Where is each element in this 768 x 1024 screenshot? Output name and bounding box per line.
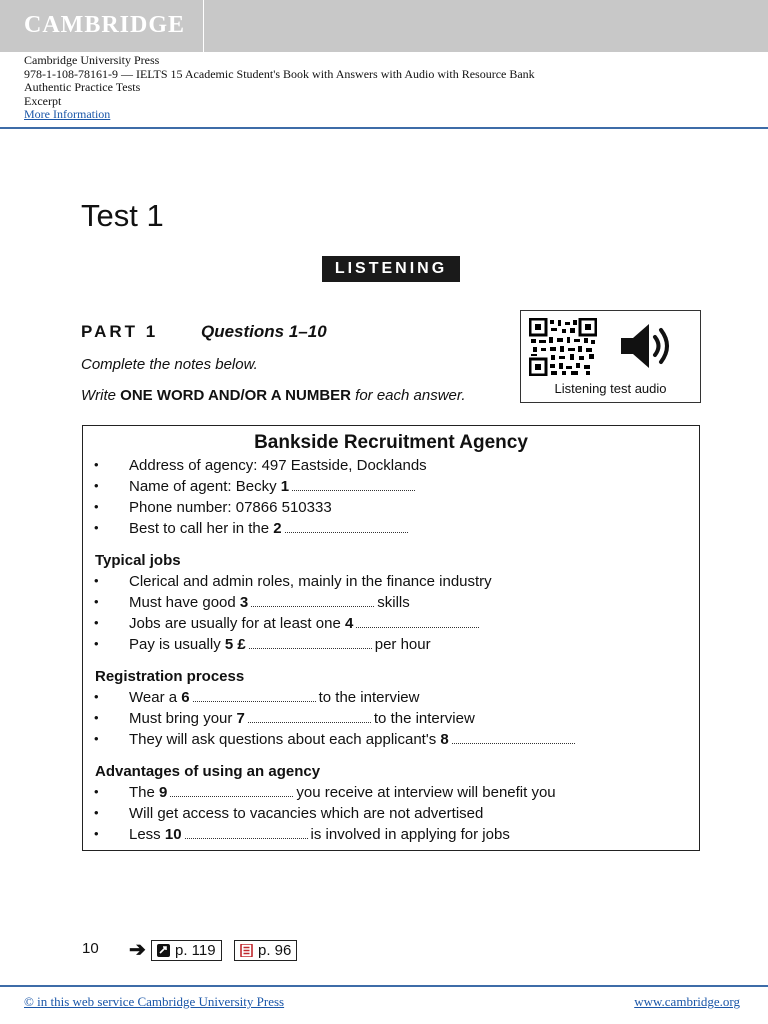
- answer-gap[interactable]: [185, 827, 308, 839]
- note-text: Address of agency: 497 Eastside, Docklands: [129, 457, 427, 474]
- bullet-icon: •: [94, 594, 99, 609]
- section-label: LISTENING: [322, 256, 460, 282]
- heading-registration-process: Registration process: [95, 668, 245, 685]
- header-divider: [203, 0, 204, 52]
- answer-gap[interactable]: [285, 521, 408, 533]
- question-number: 8: [440, 731, 449, 748]
- bullet-icon: •: [94, 805, 99, 820]
- instruction-complete: Complete the notes below.: [81, 356, 258, 373]
- answer-gap[interactable]: [249, 637, 372, 649]
- bullet-icon: •: [94, 826, 99, 841]
- bullet-icon: •: [94, 478, 99, 493]
- bullet-icon: •: [94, 457, 99, 472]
- question-number: 5 £: [224, 636, 246, 653]
- answer-key-reference[interactable]: [151, 940, 222, 961]
- note-text: Jobs are usually for at least one 4: [129, 615, 482, 632]
- bullet-icon: •: [94, 573, 99, 588]
- note-text: Pay is usually 5 £ per hour: [129, 636, 431, 653]
- note-text: They will ask questions about each applicant's 8: [129, 731, 578, 748]
- header-bar: [0, 0, 768, 52]
- speaker-icon: [617, 321, 679, 371]
- book-subtitle: Authentic Practice Tests: [24, 80, 141, 94]
- bullet-icon: •: [94, 520, 99, 535]
- bullet-icon: •: [94, 784, 99, 799]
- arrow-icon: ➔: [129, 939, 146, 961]
- question-number: 7: [236, 710, 245, 727]
- cambridge-logo: CAMBRIDGE: [24, 12, 186, 38]
- part-label: PART 1: [81, 322, 159, 341]
- answer-gap[interactable]: [452, 732, 575, 744]
- note-text: Must have good 3 skills: [129, 594, 410, 611]
- notes-box: [82, 425, 700, 851]
- note-text: Must bring your 7 to the interview: [129, 710, 475, 727]
- answer-gap[interactable]: [292, 479, 415, 491]
- more-information-link[interactable]: More Information: [24, 107, 111, 121]
- website-link[interactable]: www.cambridge.org: [634, 994, 740, 1009]
- question-number: 3: [239, 594, 249, 611]
- answer-gap[interactable]: [193, 690, 316, 702]
- note-text: Best to call her in the 2: [129, 520, 411, 537]
- answer-gap[interactable]: [170, 785, 293, 797]
- transcript-page: p. 96: [258, 942, 292, 959]
- bullet-icon: •: [94, 731, 99, 746]
- answer-key-page: p. 119: [175, 942, 216, 959]
- answer-key-icon: [157, 943, 170, 956]
- header-rule: [0, 127, 768, 129]
- test-title: Test 1: [81, 198, 164, 233]
- copyright-link[interactable]: © in this web service Cambridge University Press: [24, 994, 285, 1009]
- question-number: 9: [159, 784, 168, 801]
- question-number: 10: [164, 826, 182, 843]
- transcript-reference[interactable]: [234, 940, 297, 961]
- heading-typical-jobs: Typical jobs: [95, 552, 181, 569]
- qr-code-icon: [529, 318, 597, 376]
- book-meta: [24, 54, 535, 122]
- note-text: The 9 you receive at interview will benefit you: [129, 784, 556, 801]
- page-number: 10: [82, 940, 99, 957]
- isbn-title: 978-1-108-78161-9 — IELTS 15 Academic Student's Book with Answers with Audio with Resource Bank: [24, 66, 535, 81]
- footer-rule: [0, 985, 768, 987]
- audio-caption: Listening test audio: [554, 381, 667, 396]
- question-number: 4: [344, 615, 354, 632]
- answer-gap[interactable]: [356, 616, 479, 628]
- note-text: Will get access to vacancies which are not advertised: [129, 805, 484, 822]
- answer-gap[interactable]: [251, 595, 374, 607]
- excerpt-label: Excerpt: [24, 93, 62, 108]
- note-text: Phone number: 07866 510333: [129, 499, 332, 516]
- question-number: 6: [181, 689, 190, 706]
- question-number: 1: [280, 478, 290, 495]
- notes-title: Bankside Recruitment Agency: [254, 432, 528, 453]
- questions-label: Questions 1–10: [201, 322, 327, 341]
- bullet-icon: •: [94, 636, 99, 651]
- instruction-word-limit: Write ONE WORD AND/OR A NUMBER for each answer.: [81, 387, 466, 404]
- note-text: Name of agent: Becky 1: [129, 478, 418, 495]
- bullet-icon: •: [94, 615, 99, 630]
- note-text: Less 10 is involved in applying for jobs: [129, 826, 510, 843]
- transcript-icon: [240, 943, 253, 956]
- bullet-icon: •: [94, 710, 99, 725]
- note-text: Clerical and admin roles, mainly in the finance industry: [129, 573, 492, 590]
- note-text: Wear a 6 to the interview: [129, 689, 420, 706]
- question-number: 2: [273, 520, 282, 537]
- bullet-icon: •: [94, 499, 99, 514]
- heading-advantages: Advantages of using an agency: [95, 763, 321, 780]
- publisher: Cambridge University Press: [24, 53, 160, 67]
- bullet-icon: •: [94, 689, 99, 704]
- answer-gap[interactable]: [248, 711, 371, 723]
- audio-link-box[interactable]: [520, 310, 701, 403]
